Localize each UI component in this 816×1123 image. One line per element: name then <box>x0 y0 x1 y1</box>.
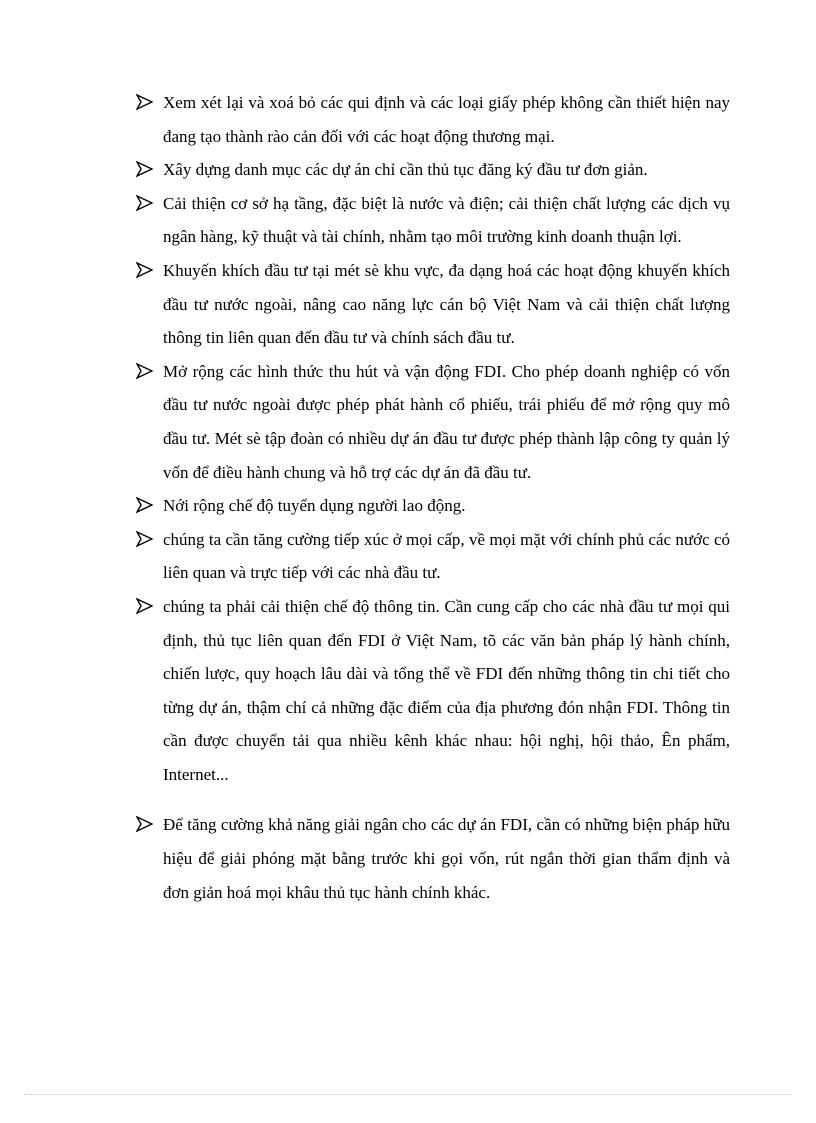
list-item-text: Để tăng cường khả năng giải ngân cho các dự án FDI, cần có những biện pháp hữu hiệu để giải phóng mặt bằng trước khi gọi vốn, rút ngắn thời gian thẩm định và đơn giản hoá mọi khâu thủ tục hành chính khác. <box>163 815 730 902</box>
page-bottom-divider <box>24 1094 792 1095</box>
list-item-text: Xem xét lại và xoá bỏ các qui định và các loại giấy phép không cần thiết hiện nay đang tạo thành rào cản đối với các hoạt động thương mại. <box>163 93 730 146</box>
list-item-text: Cải thiện cơ sở hạ tầng, đặc biệt là nước và điện; cải thiện chất lượng các dịch vụ ngân hàng, kỹ thuật và tài chính, nhằm tạo môi trường kinh doanh thuận lợi. <box>163 193 730 247</box>
arrowhead-bullet-icon <box>136 598 153 614</box>
arrowhead-bullet-icon <box>136 497 153 513</box>
list-item-text: Mở rộng các hình thức thu hút và vận động FDI. Cho phép doanh nghiệp có vốn đầu tư nước ngoài được phép phát hành cổ phiếu, trái phiếu để mở rộng quy mô đầu tư. Mét sè tập đoàn có nhiều dự án đầu tư được phép thành lập công ty quản lý vốn để điều hành chung và hỗ trợ các dự án đã đầu tư. <box>163 361 730 482</box>
arrowhead-bullet-icon <box>136 195 153 211</box>
list-item <box>136 254 730 355</box>
list-item <box>136 355 730 489</box>
list-item <box>136 590 730 792</box>
arrowhead-bullet-icon <box>136 262 153 278</box>
arrowhead-bullet-icon <box>136 363 153 379</box>
list-item-text: chúng ta cần tăng cường tiếp xúc ở mọi cấp, về mọi mặt với chính phủ các nước có liên quan và trực tiếp với các nhà đầu tư. <box>163 529 730 583</box>
list-item <box>136 187 730 254</box>
list-item-text: Khuyến khích đầu tư tại mét sè khu vực, đa dạng hoá các hoạt động khuyến khích đầu tư nước ngoài, nâng cao năng lực cán bộ Việt Nam và cải thiện chất lượng thông tin liên quan đến đầu tư và chính sách đầu tư. <box>163 260 730 348</box>
list-item-text: chúng ta phải cải thiện chế độ thông tin. Cần cung cấp cho các nhà đầu tư mọi qui định, thủ tục liên quan đến FDI ở Việt Nam, tõ các văn bản pháp lý hành chính, chiến lược, quy hoạch lâu dài và tổng thể về FDI đến những thông tin chi tiết cho từng dự án, thậm chí cả những đặc điểm của địa phương đón nhận FDI. Thông tin cần được chuyển tải qua nhiều kênh khác nhau: hội nghị, hội thảo, Ên phẩm, Internet... <box>163 596 730 784</box>
bullet-list <box>136 86 730 909</box>
list-item <box>136 153 730 187</box>
list-item <box>136 86 730 153</box>
list-item <box>136 808 730 909</box>
arrowhead-bullet-icon <box>136 94 153 110</box>
list-item <box>136 489 730 523</box>
list-item <box>136 523 730 590</box>
list-item-text: Xây dựng danh mục các dự án chỉ cần thủ tục đăng ký đầu tư đơn giản. <box>163 160 648 180</box>
arrowhead-bullet-icon <box>136 531 153 547</box>
list-item-text: Nới rộng chế độ tuyển dụng người lao động. <box>163 496 466 516</box>
arrowhead-bullet-icon <box>136 816 153 832</box>
arrowhead-bullet-icon <box>136 161 153 177</box>
